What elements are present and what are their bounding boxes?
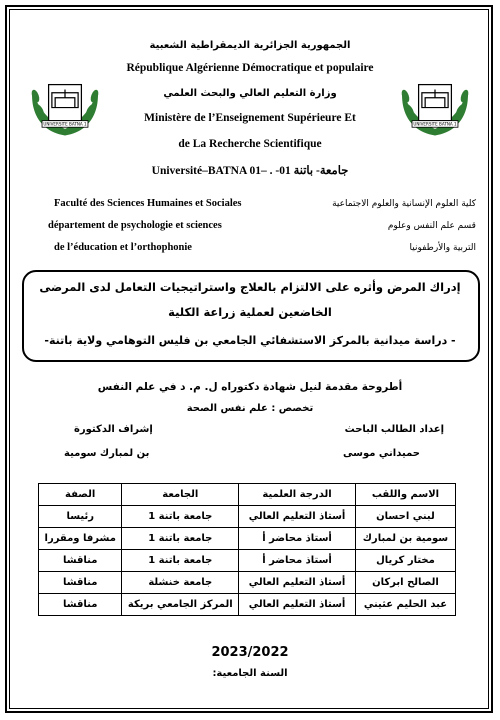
jury-header-role: الصفة bbox=[39, 484, 122, 506]
university-logo-right bbox=[394, 60, 476, 142]
jury-cell-rank: أستاذ التعليم العالي bbox=[239, 594, 356, 616]
university-name: Université–BATNA 01– . -01 جامعة- باتنة bbox=[151, 165, 349, 177]
jury-cell-university: المركز الجامعي بريكة bbox=[122, 594, 239, 616]
jury-cell-role: مناقشا bbox=[39, 594, 122, 616]
jury-cell-rank: أستاذ محاضر أ bbox=[239, 550, 356, 572]
faculty-fr-2: département de psychologie et sciences bbox=[48, 220, 222, 231]
jury-header-university: الجامعة bbox=[122, 484, 239, 506]
jury-cell-role: مشرفا ومقررا bbox=[39, 528, 122, 550]
jury-cell-name: سومية بن لمبارك bbox=[355, 528, 455, 550]
jury-cell-role: مناقشا bbox=[39, 550, 122, 572]
faculty-ar-3: التربية والأرطفونيا bbox=[409, 243, 476, 253]
ministry-ar: وزارة التعليم العالي والبحث العلمي bbox=[163, 88, 337, 99]
table-row bbox=[39, 572, 456, 594]
faculty-ar-2: قسم علم النفس وعلوم bbox=[387, 221, 476, 231]
jury-cell-university: جامعة باتنة 1 bbox=[122, 528, 239, 550]
jury-header-name: الاسم واللقب bbox=[355, 484, 455, 506]
supervisor-name: بن لمبارك سومية bbox=[64, 448, 150, 459]
university-logo-left bbox=[24, 60, 106, 142]
logo-text-right: UNIVERSITE BATNA 1 bbox=[413, 121, 457, 127]
jury-cell-rank: أستاذ التعليم العالي bbox=[239, 506, 356, 528]
republic-ar: الجمهورية الجزائرية الديمقراطية الشعبية bbox=[149, 40, 351, 51]
student-name: حميداني موسى bbox=[343, 448, 420, 459]
academic-year-label: السنة الجامعية: bbox=[212, 668, 288, 679]
student-label: إعداد الطالب الباحث bbox=[344, 424, 444, 435]
jury-cell-university: جامعة باتنة 1 bbox=[122, 550, 239, 572]
jury-table bbox=[38, 483, 456, 616]
jury-cell-university: جامعة خنشلة bbox=[122, 572, 239, 594]
jury-cell-rank: أستاذ التعليم العالي bbox=[239, 572, 356, 594]
ministry-fr-1: Ministère de l’Enseignement Supérieure Et bbox=[144, 112, 356, 124]
table-row bbox=[39, 528, 456, 550]
jury-cell-university: جامعة باتنة 1 bbox=[122, 506, 239, 528]
jury-header-rank: الدرجة العلمية bbox=[239, 484, 356, 506]
supervisor-label: إشراف الدكتورة bbox=[74, 424, 153, 435]
faculty-fr-1: Faculté des Sciences Humaines et Sociales bbox=[54, 198, 242, 209]
jury-cell-role: رئيسا bbox=[39, 506, 122, 528]
ministry-fr-2: de La Recherche Scientifique bbox=[178, 138, 322, 150]
jury-cell-name: عبد الحليم عثيني bbox=[355, 594, 455, 616]
jury-cell-name: لبني احسان bbox=[355, 506, 455, 528]
thesis-specialty: تخصص : علم نفس الصحة bbox=[186, 403, 314, 414]
thesis-title-line2: الخاضعين لعملية زراعة الكلية bbox=[168, 305, 332, 319]
academic-year: 2023/2022 bbox=[211, 645, 289, 660]
table-row bbox=[39, 506, 456, 528]
table-row bbox=[39, 594, 456, 616]
thesis-subtitle: - دراسة ميدانية بالمركز الاستشفائي الجامعي بن فليس التوهامي ولاية باتنة- bbox=[44, 334, 456, 347]
thesis-title-line1: إدراك المرض وأثره على الالتزام بالعلاج واستراتيجيات التعامل لدى المرضى bbox=[39, 280, 461, 294]
logo-text-left: UNIVERSITE BATNA 1 bbox=[43, 121, 87, 127]
jury-cell-role: مناقشا bbox=[39, 572, 122, 594]
republic-fr: République Algérienne Démocratique et populaire bbox=[126, 62, 374, 74]
jury-cell-rank: أستاذ محاضر أ bbox=[239, 528, 356, 550]
thesis-degree: أطروحة مقدمة لنيل شهادة دكتوراه ل. م. د في علم النفس bbox=[97, 381, 403, 393]
jury-cell-name: مختار كريال bbox=[355, 550, 455, 572]
jury-header-row bbox=[39, 484, 456, 506]
table-row bbox=[39, 550, 456, 572]
faculty-fr-3: de l’éducation et l’orthophonie bbox=[54, 242, 192, 253]
jury-cell-name: الصالح ابركان bbox=[355, 572, 455, 594]
faculty-ar-1: كلية العلوم الإنسانية والعلوم الاجتماعية bbox=[332, 199, 476, 209]
